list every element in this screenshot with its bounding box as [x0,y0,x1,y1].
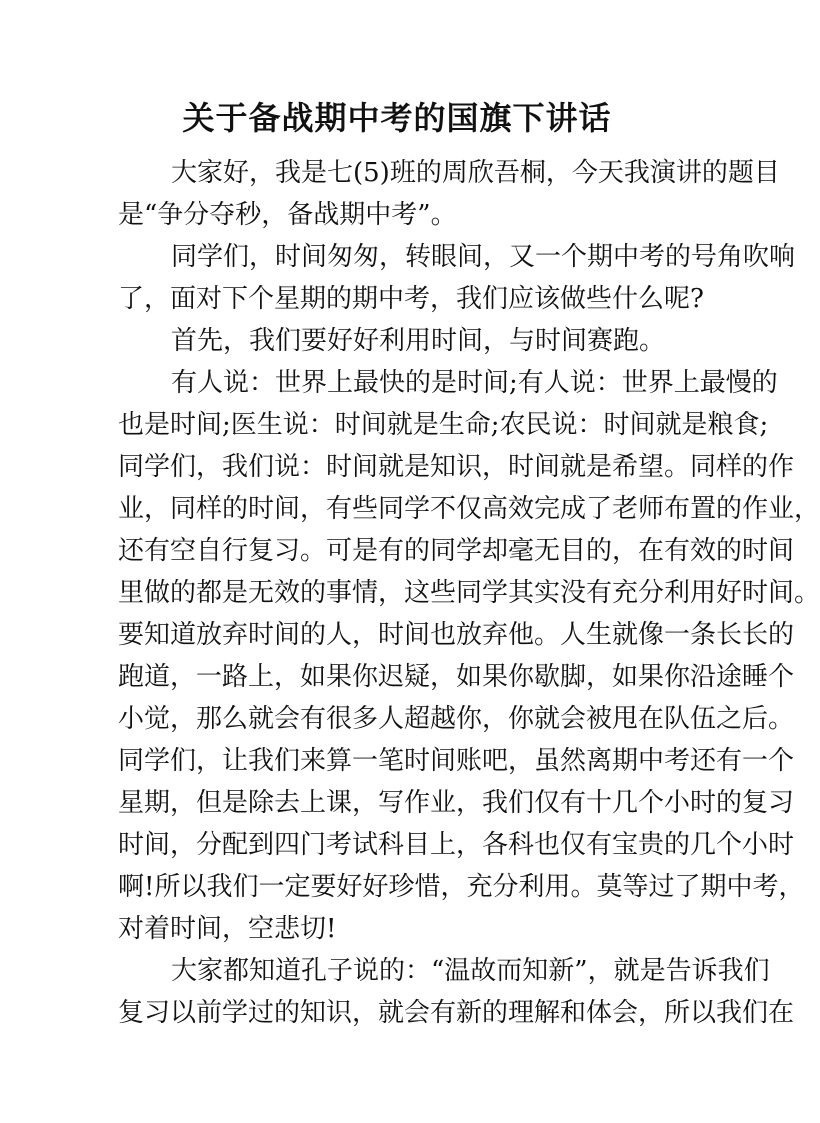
text-line: 时间，分配到四门考试科目上，各科也仅有宝贵的几个小时 [118,830,795,860]
paragraph [118,236,796,320]
text-line: 有人说：世界上最快的是时间;有人说：世界上最慢的 [171,368,778,398]
text-line: 小觉，那么就会有很多人超越你，你就会被甩在队伍之后。 [118,704,795,734]
text-line: 大家好，我是七(5)班的周欣吾桐，今天我演讲的题目 [171,158,780,188]
paragraph [118,950,795,1034]
text-line: 是“争分夺秒，备战期中考”。 [118,200,457,230]
text-line: 也是时间;医生说：时间就是生命;农民说：时间就是粮食; [118,410,769,440]
paragraph [118,152,780,236]
text-line: 星期，但是除去上课，写作业，我们仅有十几个小时的复习 [118,788,795,818]
text-line: 复习以前学过的知识，就会有新的理解和体会，所以我们在 [118,998,795,1028]
text-line: 大家都知道孔子说的：“温故而知新”，就是告诉我们 [171,956,770,986]
text-line: 还有空自行复习。可是有的同学却毫无目的，在有效的时间 [118,536,795,566]
paragraph [118,362,820,950]
document-title: 关于备战期中考的国旗下讲话 [182,99,612,137]
text-line: 了，面对下个星期的期中考，我们应该做些什么呢? [118,284,704,314]
text-line: 同学们，时间匆匆，转眼间，又一个期中考的号角吹响 [171,242,796,272]
text-line: 要知道放弃时间的人，时间也放弃他。人生就像一条长长的 [118,620,795,650]
text-line: 同学们，我们说：时间就是知识，时间就是希望。同样的作 [118,452,795,482]
text-line: 跑道，一路上，如果你迟疑，如果你歇脚，如果你沿途睡个 [118,662,795,692]
paragraph [118,320,676,362]
text-line: 首先，我们要好好利用时间，与时间赛跑。 [171,326,666,356]
text-line: 里做的都是无效的事情，这些同学其实没有充分利用好时间。 [118,578,820,608]
document-body [118,152,820,1034]
text-line: 业，同样的时间，有些同学不仅高效完成了老师布置的作业， [118,494,820,524]
text-line: 啊!所以我们一定要好好珍惜，充分利用。莫等过了期中考， [118,872,805,902]
text-line: 同学们，让我们来算一笔时间账吧，虽然离期中考还有一个 [118,746,795,776]
text-line: 对着时间，空悲切! [118,914,337,944]
